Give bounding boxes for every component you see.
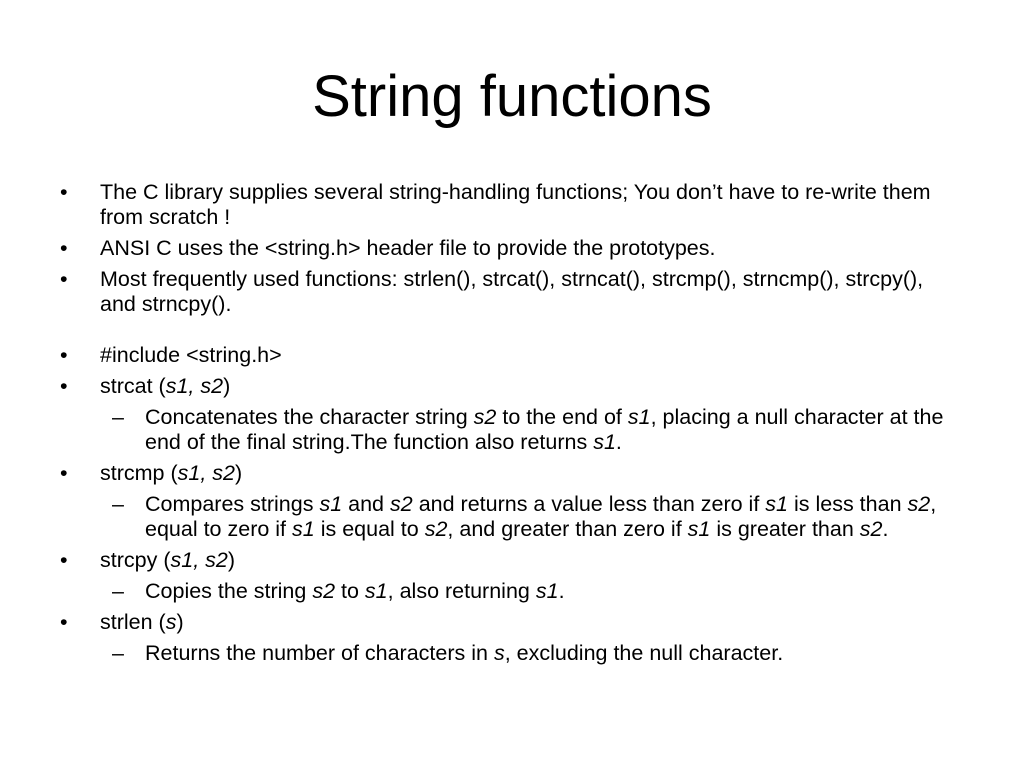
bullet-marker: • [60, 180, 68, 204]
text-segment: and returns a value less than zero if [412, 492, 766, 516]
bullet-text [100, 548, 235, 572]
text-segment: is equal to [314, 517, 425, 541]
text-segment: , placing a null character at the end of the final string.The function also returns [145, 405, 944, 454]
slide-body [60, 180, 950, 672]
text-segment: is less than [788, 492, 908, 516]
text-segment: . [882, 517, 889, 541]
italic-text-segment: s2 [312, 579, 336, 603]
text-segment: , excluding the null character. [504, 641, 784, 665]
italic-text-segment: s [493, 641, 505, 665]
text-segment: , and greater than zero if [447, 517, 688, 541]
text-segment: Returns the number of characters in [145, 641, 494, 665]
bullet-text [100, 343, 282, 367]
text-segment: #include <string.h> [100, 343, 282, 367]
sub-bullet-item [60, 641, 950, 666]
bullet-marker: • [60, 374, 68, 398]
bullet-text [145, 641, 783, 665]
dash-marker: – [112, 492, 124, 516]
text-segment: to the end of [496, 405, 628, 429]
text-segment: to [335, 579, 365, 603]
bullet-text [100, 374, 230, 398]
bullet-item [60, 461, 950, 486]
text-segment: strcmp ( [100, 461, 178, 485]
bullet-text [145, 579, 565, 603]
sub-bullet-item [60, 492, 950, 542]
bullet-text [100, 180, 931, 229]
text-segment: ) [176, 610, 184, 634]
text-segment: , equal to zero if [145, 492, 937, 541]
bullet-text [100, 461, 242, 485]
sub-bullet-item [60, 579, 950, 604]
italic-text-segment: s2 [473, 405, 497, 429]
italic-text-segment: s1 [593, 430, 616, 454]
bullet-item [60, 548, 950, 573]
italic-text-segment: s1 [627, 405, 651, 429]
bullet-marker: • [60, 236, 68, 260]
italic-text-segment: s1 [319, 492, 343, 516]
bullet-marker: • [60, 610, 68, 634]
bullet-text [100, 236, 716, 260]
italic-text-segment: s1 [535, 579, 559, 603]
text-segment: . [615, 430, 622, 454]
text-segment: . [558, 579, 565, 603]
bullet-text [145, 492, 936, 541]
text-segment: Copies the string [145, 579, 313, 603]
italic-text-segment: s1 [765, 492, 788, 516]
bullet-item [60, 236, 950, 261]
bullet-text [100, 610, 184, 634]
bullet-item [60, 267, 950, 317]
text-segment: and [342, 492, 390, 516]
italic-text-segment: s2 [907, 492, 931, 516]
bullet-marker: • [60, 267, 68, 291]
text-segment: ANSI C uses the <string.h> header file to provide the prototypes. [100, 236, 716, 260]
dash-marker: – [112, 579, 124, 603]
text-segment: , also returning [387, 579, 536, 603]
bullet-marker: • [60, 548, 68, 572]
italic-text-segment: s2 [424, 517, 448, 541]
bullet-item [60, 610, 950, 635]
text-segment: strlen ( [100, 610, 166, 634]
text-segment: strcpy ( [100, 548, 171, 572]
bullet-item [60, 343, 950, 368]
text-segment: ) [235, 461, 243, 485]
text-segment: The C library supplies several string-handling functions; You don’t have to re-write them from scratch ! [100, 180, 931, 229]
italic-text-segment: s1 [364, 579, 388, 603]
italic-text-segment: s2 [390, 492, 413, 516]
text-segment: is greater than [710, 517, 860, 541]
text-segment: Most frequently used functions: strlen(), strcat(), strncat(), strcmp(), strncmp(), strcpy(), and strncpy(). [100, 267, 924, 316]
text-segment: ) [223, 374, 231, 398]
bullet-text [145, 405, 943, 454]
italic-text-segment: s1 [292, 517, 315, 541]
italic-text-segment: s [165, 610, 177, 634]
sub-bullet-item [60, 405, 950, 455]
italic-text-segment: s1 [687, 517, 711, 541]
text-segment: Concatenates the character string [145, 405, 474, 429]
text-segment: ) [227, 548, 236, 572]
bullet-marker: • [60, 343, 68, 367]
slide-title: String functions [312, 64, 712, 129]
italic-text-segment: s1, s2 [170, 548, 228, 572]
bullet-text [100, 267, 923, 316]
italic-text-segment: s2 [859, 517, 883, 541]
dash-marker: – [112, 405, 124, 429]
text-segment: Compares strings [145, 492, 320, 516]
italic-text-segment: s1, s2 [165, 374, 224, 398]
bullet-item [60, 374, 950, 399]
dash-marker: – [112, 641, 124, 665]
text-segment: strcat ( [100, 374, 166, 398]
bullet-item [60, 180, 950, 230]
italic-text-segment: s1, s2 [177, 461, 236, 485]
bullet-marker: • [60, 461, 68, 485]
